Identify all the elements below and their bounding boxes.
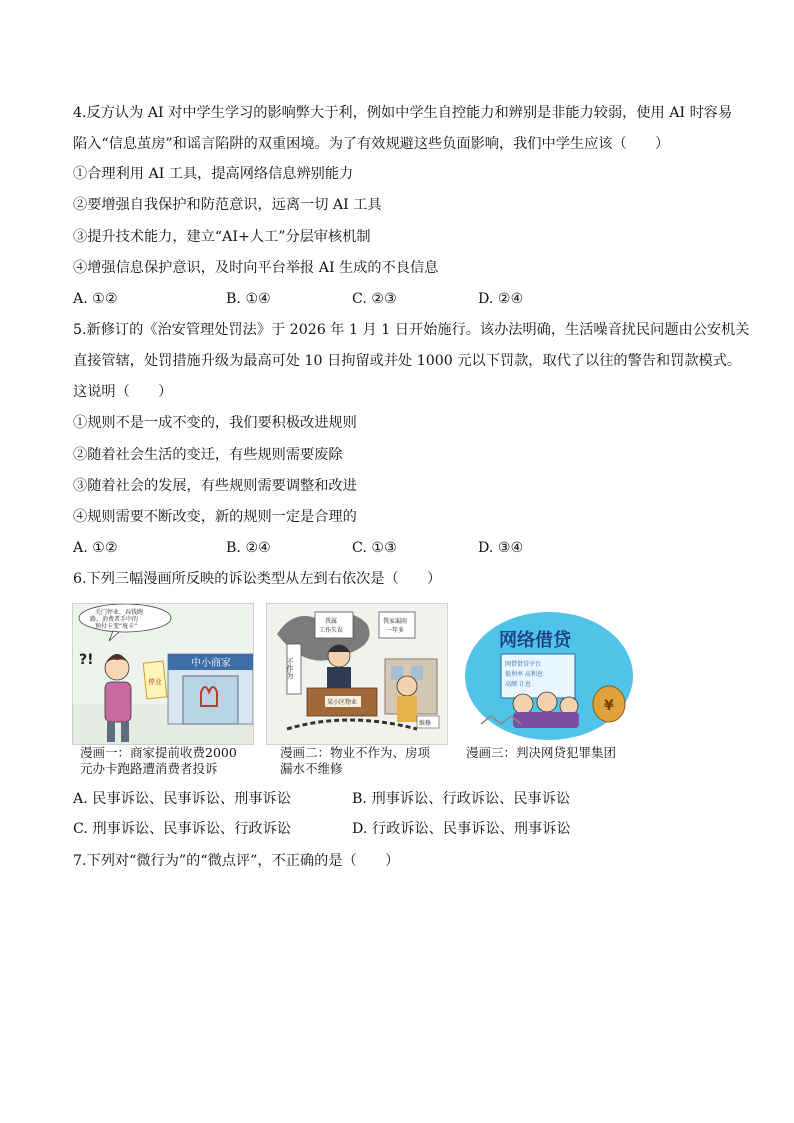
comic-2-sign2-line1: 我家漏雨 xyxy=(383,618,408,625)
q4-stem-line1: 4.反方认为 AI 对中学生学习的影响弊大于利，例如中学生自控能力和辨别是非能力较弱，使用 AI 时容易 xyxy=(73,105,733,121)
comic-1-caption-line1: 漫画一：商家提前收费2000 xyxy=(80,745,237,760)
q6-stem: 6.下列三幅漫画所反映的诉讼类型从左到右依次是（ ） xyxy=(73,571,442,587)
q6-option-d[interactable]: D. 行政诉讼、民事诉讼、刑事诉讼 xyxy=(352,821,571,837)
comic-2-repair-label: 维修 xyxy=(419,720,432,727)
comic-1-bubble-line3: 预付卡变“废卡” xyxy=(95,623,138,630)
comic-2-desk-label: 某小区物业 xyxy=(327,699,358,706)
q4-stem-line2: 陷入“信息茧房”和谣言陷阱的双重困境。为了有效规避这些负面影响，我们中学生应该（ ） xyxy=(73,136,670,152)
comic-1-illustration xyxy=(73,604,253,744)
q5-stem-line2: 直接管辖，处罚措施升级为最高可处 10 日拘留或并处 1000 元以下罚款，取代了以往的警告和罚款模式。 xyxy=(73,353,742,369)
comic-2 xyxy=(266,603,448,745)
q5-stem-line3: 这说明（ ） xyxy=(73,384,173,400)
comic-1-bubble-line2: 路，消费者手中的 xyxy=(90,616,139,623)
comic-2-caption-line1: 漫画二：物业不作为、房项 xyxy=(280,745,431,760)
comic-3-screen-line2: 低利率 高利息 xyxy=(505,671,543,678)
q5-option-b[interactable]: B. ②④ xyxy=(226,540,271,556)
q4-option-c[interactable]: C. ②③ xyxy=(352,291,397,307)
comic-3-caption: 漫画三：判决网贷犯罪集团 xyxy=(466,745,617,760)
q4-item-1: ①合理利用 AI 工具，提高网络信息辨别能力 xyxy=(73,166,354,182)
comic-2-sign2-line2: 一年多 xyxy=(386,627,405,634)
comic-1-exclaim: ?! xyxy=(79,652,94,668)
q5-item-2: ②随着社会生活的变迁，有些规则需要废除 xyxy=(73,447,343,463)
comic-3-title: 网络借贷 xyxy=(499,630,571,651)
q4-option-a[interactable]: A. ①② xyxy=(73,291,118,307)
q5-option-a[interactable]: A. ①② xyxy=(73,540,118,556)
q6-option-a[interactable]: A. 民事诉讼、民事诉讼、刑事诉讼 xyxy=(73,791,291,807)
q5-item-1: ①规则不是一成不变的，我们要积极改进规则 xyxy=(73,415,357,431)
comic-1 xyxy=(72,603,254,745)
comic-1-bubble-line1: 关门停业，吞钱跑 xyxy=(95,609,144,616)
q5-option-c[interactable]: C. ①③ xyxy=(352,540,397,556)
comic-2-caption-line2: 漏水不维修 xyxy=(280,761,343,776)
q7-stem: 7.下列对“微行为”的“微点评”，不正确的是（ ） xyxy=(73,853,400,869)
comic-3-screen-line3: 高额 计息 xyxy=(505,681,531,688)
q5-item-3: ③随着社会的发展，有些规则需要调整和改进 xyxy=(73,478,357,494)
comic-1-shop-sign: 中小商家 xyxy=(191,658,231,669)
q5-item-4: ④规则需要不断改变，新的规则一定是合理的 xyxy=(73,509,357,525)
q6-option-b[interactable]: B. 刑事诉讼、行政诉讼、民事诉讼 xyxy=(352,791,571,807)
comic-3-screen-line1: 网借借贷平台 xyxy=(505,661,542,668)
comic-2-illustration xyxy=(267,604,447,744)
comic-3-money-bag: ¥ xyxy=(604,698,614,714)
q5-option-d[interactable]: D. ③④ xyxy=(478,540,524,556)
comic-2-sign1-line1: 我属 xyxy=(325,618,338,625)
comic-2-vertical-sign: 不作为 xyxy=(286,658,294,679)
q4-option-d[interactable]: D. ②④ xyxy=(478,291,524,307)
comic-2-sign1-line2: 工作失误 xyxy=(319,627,344,634)
q4-option-b[interactable]: B. ①④ xyxy=(226,291,271,307)
q4-item-3: ③提升技术能力，建立“AI+人工”分层审核机制 xyxy=(73,229,371,245)
q4-item-2: ②要增强自我保护和防范意识，远离一切 AI 工具 xyxy=(73,197,382,213)
q6-option-c[interactable]: C. 刑事诉讼、民事诉讼、行政诉讼 xyxy=(73,821,291,837)
comic-3-illustration xyxy=(461,604,641,744)
comic-3 xyxy=(460,603,642,745)
comic-1-caption-line2: 元办卡跑路遭消费者投诉 xyxy=(80,761,218,776)
comic-1-notice: 停业 xyxy=(148,678,162,686)
q5-stem-line1: 5.新修订的《治安管理处罚法》于 2026 年 1 月 1 日开始施行。该办法明确，生活噪音扰民问题由公安机关 xyxy=(73,322,750,338)
q4-item-4: ④增强信息保护意识，及时向平台举报 AI 生成的不良信息 xyxy=(73,260,439,276)
